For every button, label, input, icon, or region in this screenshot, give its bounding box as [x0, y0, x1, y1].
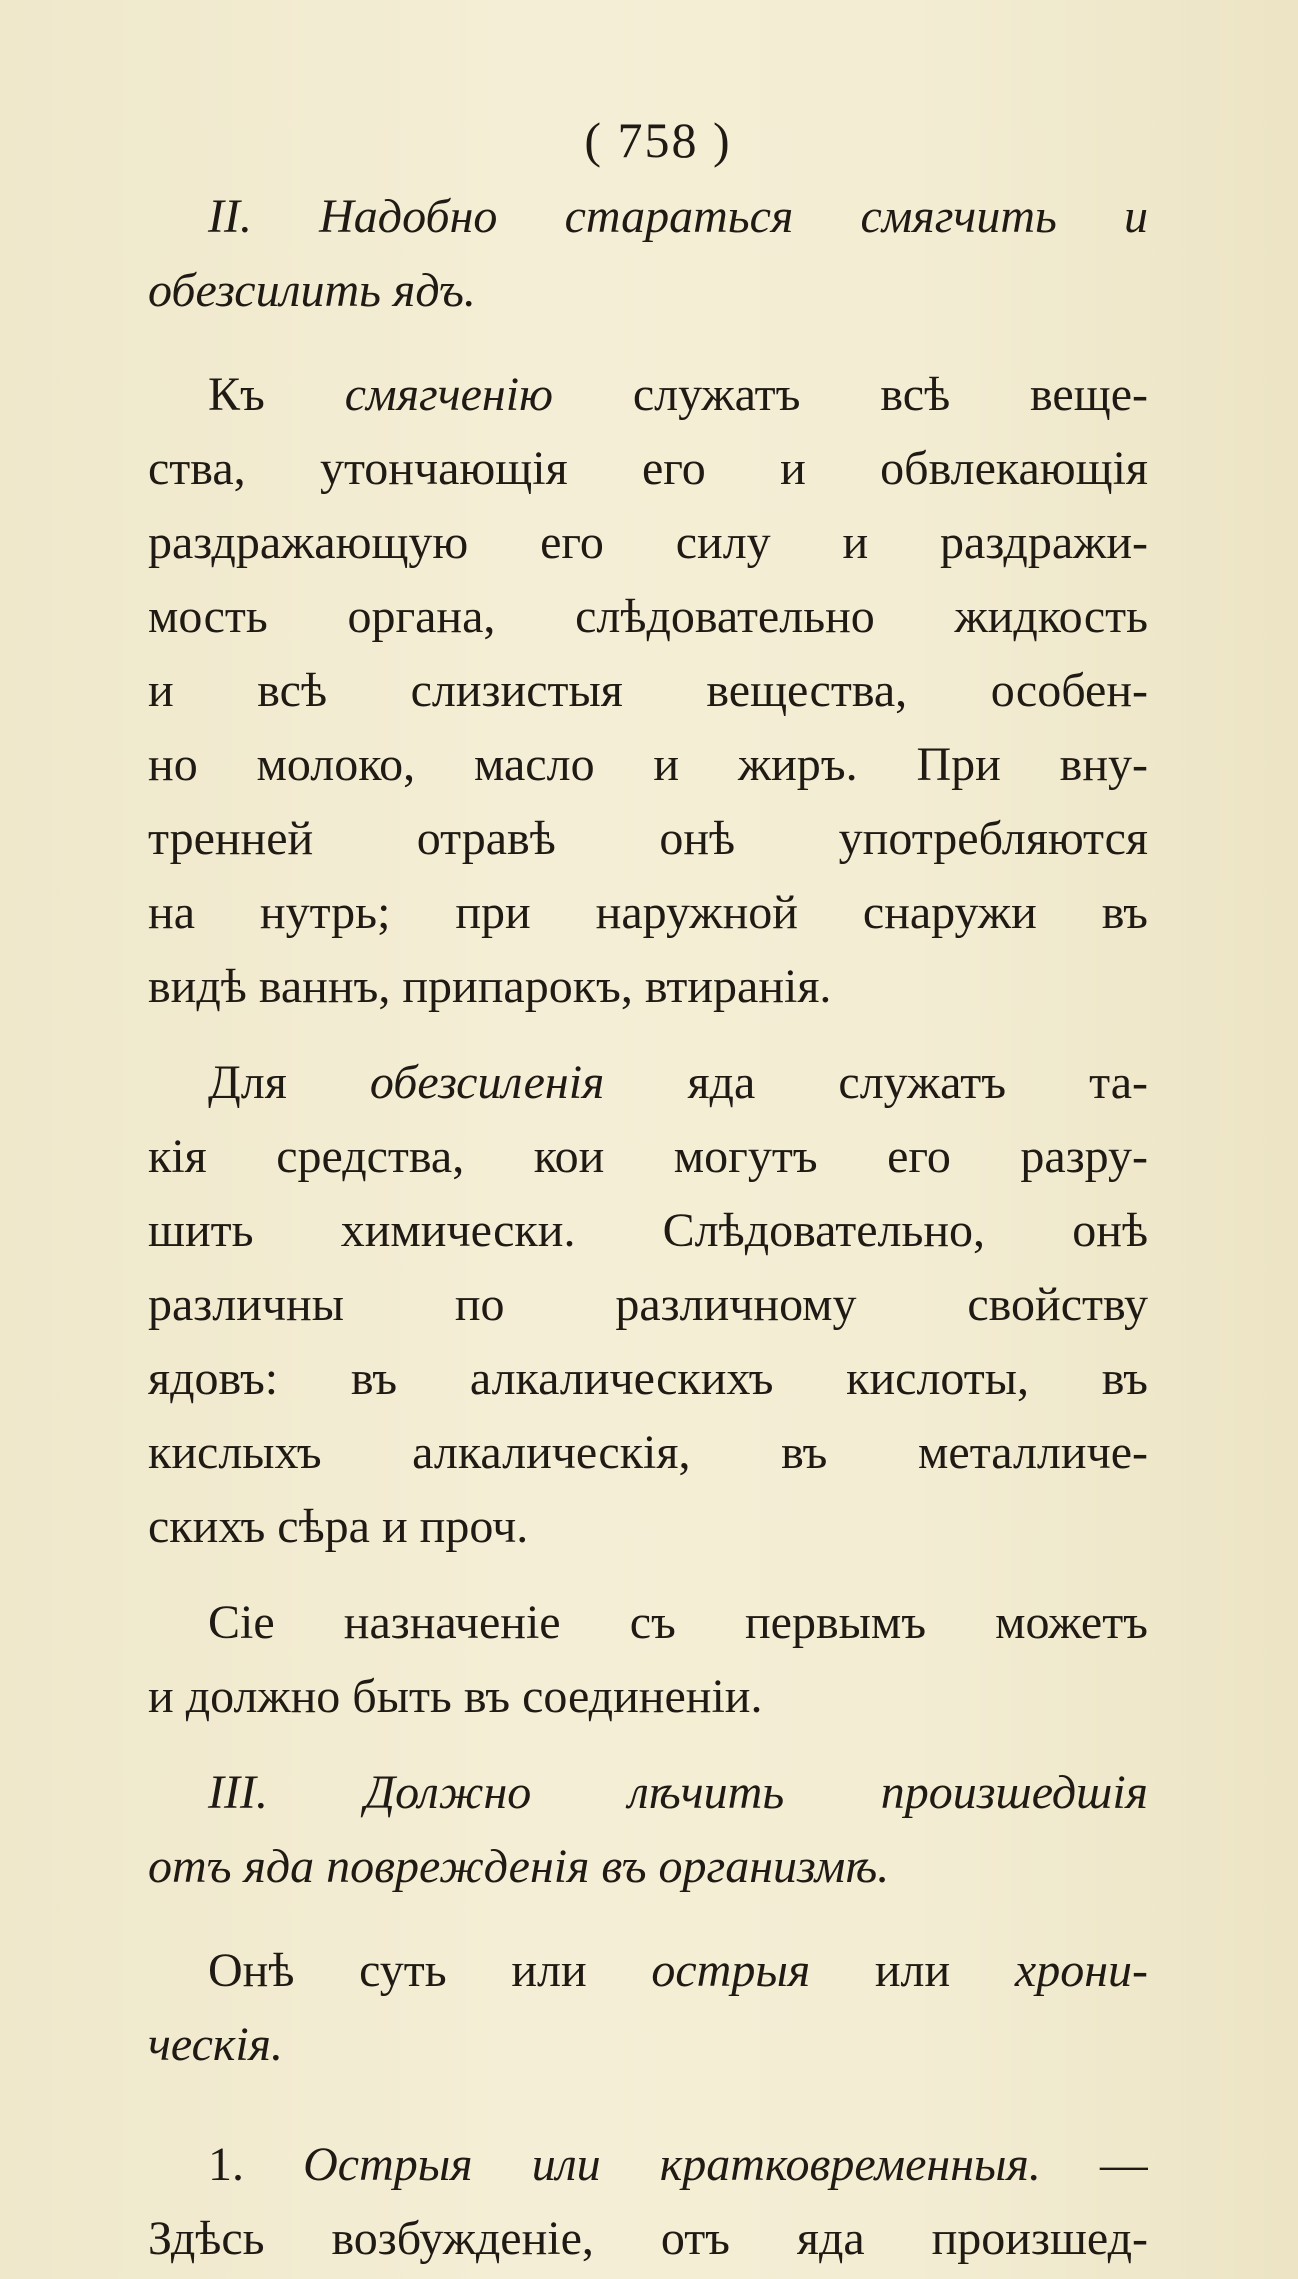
paragraph-line: и всѣ слизистыя вещества, особен- — [148, 664, 1148, 717]
italic-term: хрони- — [1014, 1944, 1148, 1997]
paragraph-line — [148, 2008, 1148, 2082]
paragraph-line: видѣ ваннъ, припарокъ, втиранія. — [148, 960, 832, 1013]
paragraph-line: ства, утончающія его и обвлекающія — [148, 442, 1148, 495]
paragraph-line: кія средства, кои могутъ его разру- — [148, 1130, 1148, 1183]
paragraph-line: и должно быть въ соединеніи. — [148, 1670, 763, 1723]
section-heading-line: обезсилить ядъ. — [148, 264, 476, 317]
italic-term: острыя — [651, 1944, 811, 1997]
paragraph-line: различны по различному свойству — [148, 1278, 1148, 1331]
paragraph-line: кислыхъ алкалическія, въ металличе- — [148, 1426, 1148, 1479]
paragraph-line: Здѣсь возбужденіе, отъ яда произшед- — [148, 2212, 1148, 2265]
page-content — [148, 100, 1148, 2276]
italic-term: смягченію — [344, 368, 553, 421]
paragraph-line: шить химически. Слѣдовательно, онѣ — [148, 1204, 1148, 1257]
paragraph-line: но молоко, масло и жиръ. При вну- — [148, 738, 1148, 791]
paragraph-line: 1. Острыя или кратковременныя. — — [208, 2138, 1148, 2191]
paragraph-line: ядовъ: въ алкалическихъ кислоты, въ — [148, 1352, 1148, 1405]
italic-term: обезсиленія — [369, 1056, 605, 1109]
paragraph-line: на нутрь; при наружной снаружи въ — [148, 886, 1148, 939]
section-heading-line: III. Должно лѣчить произшедшія — [208, 1766, 1148, 1819]
italic-term: Острыя или кратковременныя. — [303, 2138, 1041, 2191]
paragraph-line: скихъ сѣра и проч. — [148, 1500, 529, 1553]
section-heading-line: II. Надобно стараться смягчить и — [208, 190, 1148, 243]
paragraph-line: Для обезсиленія яда служатъ та- — [208, 1056, 1148, 1109]
paragraph-line: мость органа, слѣдовательно жидкость — [148, 590, 1148, 643]
paragraph-line: раздражающую его силу и раздражи- — [148, 516, 1148, 569]
paragraph-line: Къ смягченію служатъ всѣ веще- — [208, 368, 1148, 421]
italic-term: ческія. — [148, 2018, 283, 2071]
paragraph-line: тренней отравѣ онѣ употребляются — [148, 812, 1148, 865]
paragraph-line: Онѣ суть или острыя или хрони- — [208, 1944, 1148, 1997]
page-number: ( 758 ) — [584, 112, 732, 168]
section-heading-line: отъ яда поврежденія въ организмѣ. — [148, 1840, 890, 1893]
paragraph-line: Сіе назначеніе съ первымъ можетъ — [208, 1596, 1148, 1649]
